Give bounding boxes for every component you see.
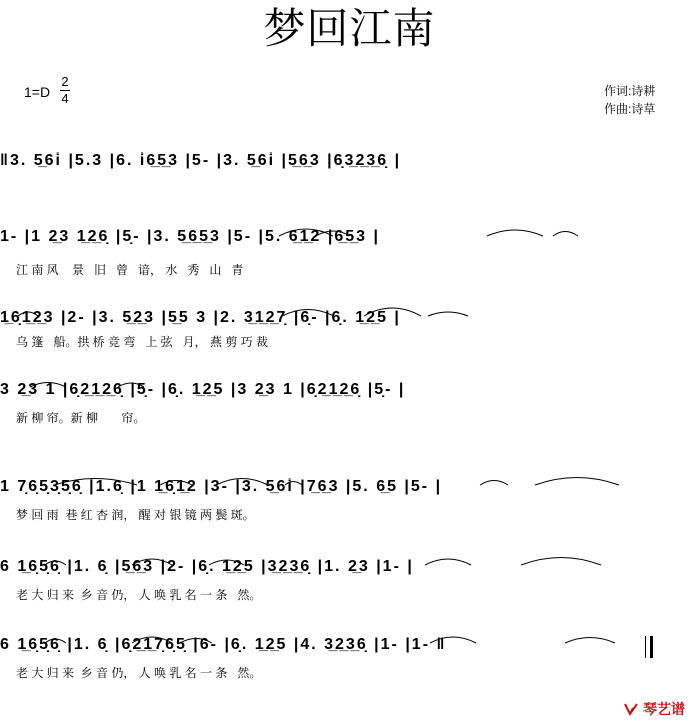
- score-line-5-notation: 1 7̣6̣5̣3̣5̣6̣ |1.6̣ |1 1̲6̣1̲2 |3- |3. 5̲6i̇ |7̲6̲3 |5. 6̲5 |5- |: [0, 478, 443, 495]
- score-line-7-lyrics: 老 大 归 来 乡 音 仍， 人 唤 乳 名 一 条 然。: [16, 666, 262, 680]
- watermark: [623, 699, 685, 719]
- composer-credit: 作曲:诗草: [604, 102, 656, 116]
- page-title: 梦回江南: [263, 4, 436, 53]
- final-barline-thin: [645, 636, 646, 658]
- score-line-7-notation: 6 1̲6̣5̣6̣ |1. 6̣ |6̣2̲1̲7̣6̣5̣ |6- |6̣. 1̲2̲5 |4. 3̲2̲3̲6̣ |1- |1- ‖: [0, 636, 447, 653]
- watermark-text: 琴艺谱: [643, 701, 685, 717]
- qinyipu-logo-icon: [623, 701, 639, 717]
- score-line-1-lyrics: [16, 182, 686, 198]
- score-line-2-notation: 1- |1 2̲3 1̲2̲6̣ |5̣- |3. 5̲6̲5̲3 |5- |5. 6̲1̲2 |6̲5̲3 |: [0, 228, 380, 245]
- score-line-3-notation: 1̲6̣1̲2̲3 |2- |3. 5̲2̲3 |5̲5 3 |2. 3̲1̲2̲7̣ |6̣- |6̣. 1̲2̲5 |: [0, 309, 401, 326]
- time-signature-bottom: 4: [61, 91, 69, 106]
- score-line-4-notation: 3 2̲3 1 |6̣2̲1̲2̲6̣ |5̣- |6̣. 1̲2̲5 |3 2̲3 1 |6̣2̲1̲2̲6̣ |5̣- |: [0, 381, 406, 398]
- credits: [604, 82, 655, 118]
- score-line-4-lyrics: 新 柳 帘。新 柳 帘。: [16, 411, 146, 425]
- time-signature-top: 2: [61, 74, 69, 89]
- lyricist-credit: 作词:诗耕: [604, 84, 656, 98]
- score-line-5-lyrics: 梦 回 雨 巷 红 杏 润， 醒 对 银 镜 两 鬓 斑。: [16, 508, 255, 522]
- time-signature: [60, 75, 70, 106]
- score-line-3-lyrics: 乌 篷 船。拱 桥 竞 弯 上 弦 月， 燕 剪 巧 裁: [16, 335, 269, 349]
- key-signature: 1=D: [24, 84, 51, 100]
- final-barline-thick: [650, 636, 653, 658]
- key-time-signature: [24, 74, 69, 106]
- score-line-1-notation: ‖3. 5̲6i̇ |5.3 |6. i̇6̲5̲3 |5- |3. 5̲6i̇ |5̲6̲3 |6̣3̲2̲3̲6̣ |: [0, 152, 402, 169]
- score-line-2-lyrics: 江 南 风 景 旧 曾 谙， 水 秀 山 青: [16, 263, 244, 277]
- score-line-6-lyrics: 老 大 归 来 乡 音 仍， 人 唤 乳 名 一 条 然。: [16, 588, 262, 602]
- score-line-6-notation: 6 1̲6̣5̣6̣ |1. 6̣ |5̲6̲3 |2- |6̣. 1̲2̲5 |3̲2̲3̲6̣ |1. 2̲3 |1- |: [0, 558, 414, 575]
